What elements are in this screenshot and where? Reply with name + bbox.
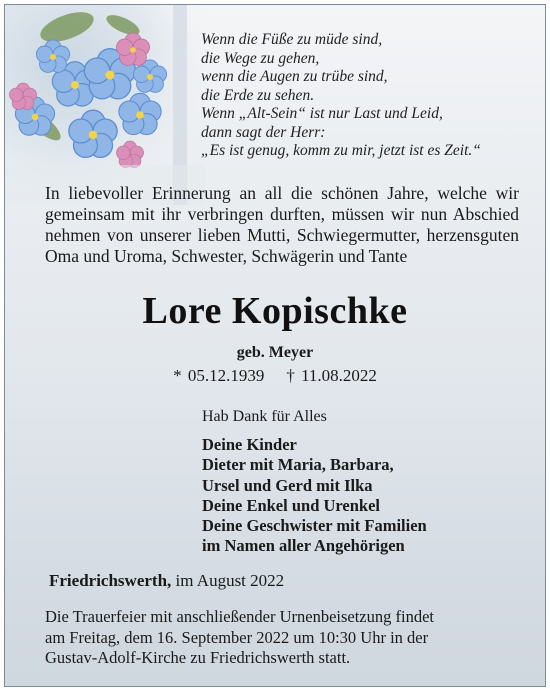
funeral-info — [45, 607, 515, 669]
life-dates — [5, 366, 545, 386]
intro-text: In liebevoller Erinnerung an all die schönen Jahre, welche wir gemeinsam mit ihr verbringen durften, müssen wir nun Abschied nehmen von unserer lieben Mutti, Schwiegermutter, herzensguten Oma und Uroma, Schwester, Schwägerin und Tante — [45, 183, 519, 266]
death-date: † 11.08.2022 — [286, 366, 377, 385]
poem-line: dann sagt der Herr: — [201, 123, 326, 141]
thanks-line: Hab Dank für Alles — [202, 408, 327, 425]
mourner-line: Deine Geschwister mit Familien — [202, 516, 427, 536]
mourner-line: Deine Enkel und Urenkel — [202, 495, 381, 515]
poem — [201, 31, 481, 161]
maiden-name: geb. Meyer — [236, 344, 314, 361]
mourners-list — [202, 435, 427, 557]
poem-line: die Wege zu gehen, — [201, 49, 320, 67]
obituary-notice — [4, 4, 546, 687]
poem-line: „Es ist genug, komm zu mir, jetzt ist es Zeit.“ — [201, 142, 481, 159]
funeral-line: Gustav-Adolf-Kirche zu Friedrichswerth statt. — [45, 648, 351, 667]
poem-line: Wenn die Füße zu müde sind, — [201, 31, 383, 48]
poem-line: die Erde zu sehen. — [201, 86, 315, 104]
birth-date: * 05.12.1939 — [173, 366, 265, 385]
place-and-date — [49, 571, 284, 591]
funeral-line: am Freitag, dem 16. September 2022 um 10:30 Uhr in der — [45, 627, 429, 647]
mourner-line: Ursel und Gerd mit Ilka — [202, 475, 373, 495]
forget-me-not-flowers-image — [5, 5, 205, 205]
mourner-line: Deine Kinder — [202, 435, 297, 454]
town: Friedrichswerth, — [49, 571, 172, 590]
mourner-line: im Namen aller Angehörigen — [202, 536, 405, 556]
notice-date: im August 2022 — [175, 571, 285, 590]
poem-line: wenn die Augen zu trübe sind, — [201, 68, 388, 85]
funeral-line: Die Trauerfeier mit anschließender Urnenbeisetzung findet — [45, 607, 434, 626]
poem-line: Wenn „Alt-Sein“ ist nur Last und Leid, — [201, 105, 443, 122]
mourner-line: Dieter mit Maria, Barbara, — [202, 455, 394, 475]
deceased-name: Lore Kopischke — [142, 290, 408, 332]
